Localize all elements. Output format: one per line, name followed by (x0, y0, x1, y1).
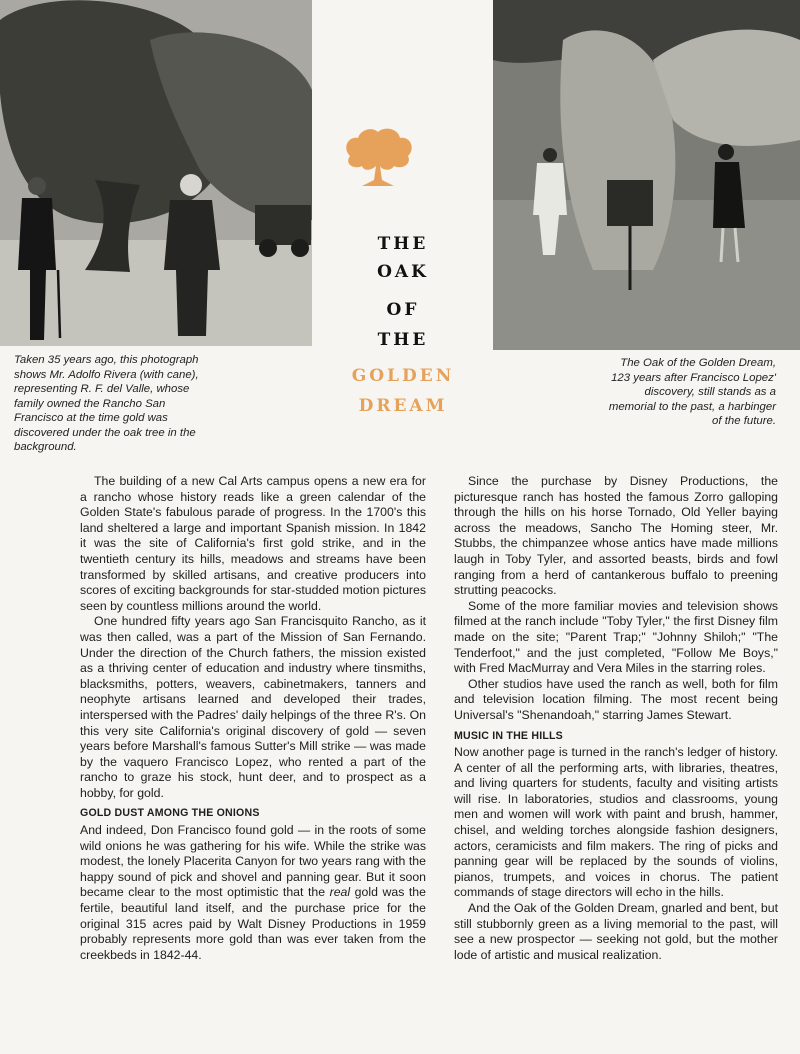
title-line-golden: GOLDEN (351, 366, 455, 386)
title-line-dream: DREAM (358, 396, 448, 416)
photo-left-historic-oak (0, 0, 312, 346)
photo-right-oak-today (493, 0, 800, 350)
section-heading: GOLD DUST AMONG THE ONIONS (80, 807, 260, 820)
photo-right-caption: The Oak of the Golden Dream, 123 years after Francisco Lopez' discovery, still stands as a memorial to the past, a harbinger of the future. (608, 357, 776, 427)
oak-tree-icon (342, 126, 414, 188)
title-line-the-2: THE (377, 330, 429, 350)
paragraph: Other studios have used the ranch as well, both for film and television location filming. The most recent being Universal's "Shenandoah," starring James Stewart. (454, 676, 778, 722)
paragraph: And the Oak of the Golden Dream, gnarled and bent, but still stubbornly green as a living memorial to the past, will see a new prospector — seeking not gold, but the mother lode of artistic and musical realization. (454, 901, 778, 962)
article-left-column (80, 474, 426, 963)
paragraph: The building of a new Cal Arts campus opens a new era for a rancho whose history reads like a green calendar of the Golden State's fabulous parade of progress. In the 1700's this land sheltered a large and important Spanish mission. In 1842 it was the site of California's first gold strike, and in the twentieth century its hills, meadows and streams have been transformed by skilled artisans, and creative producers into scores of exciting backgrounds for star-studded motion pictures seen by countless millions around the world. (80, 474, 426, 613)
paragraph: One hundred fifty years ago San Francisquito Rancho, as it was then called, was a part of the Mission of San Fernando. Under the direction of the Church fathers, the mission existed as a thriving center of education and industry where tinsmiths, blacksmiths, potters, weavers, cabinetmakers, tanners and neophyte artisans learned and developed their trades, interspersed with the Padres' daily helpings of the three R's. On this very site California's original discovery of gold — seven years before Marshall's famous Sutter's Mill strike — was made by the vaquero Francisco Lopez, who rented a part of the rancho to graze his stock, hunt deer, and to prospect as a hobby, for gold. (80, 614, 426, 800)
article-right-column (454, 474, 778, 963)
title-line-oak: OAK (377, 262, 429, 282)
paragraph: Since the purchase by Disney Productions, the picturesque ranch has hosted the famous Zorro galloping through the hills on his horse Tornado, Old Yeller baying across the meadows, Sancho The Homing steer, Mr. Stubbs, the chimpanzee whose antics have made millions laugh in Toby Tyler, and assorted beasts, birds and fowl ranging from a herd of cantankerous buffalo to preening strutting peacocks. (454, 474, 778, 598)
title-line-the: THE (377, 234, 429, 254)
paragraph: Now another page is turned in the ranch's ledger of history. A center of all the performing arts, with libraries, theatres, and living quarters for students, faculty and visiting artists will rise. In laboratories, studios and classrooms, young men and women will work with paint and brush, hammer, chisel, and welding torches alongside fashion designers, actors, ceramicists and film makers. The ring of picks and panning gear will be replaced by the sounds of violins, pianos, trumpets, and voices in chorus. The patient commands of stage directors will echo in the hills. (454, 745, 778, 900)
section-heading: MUSIC IN THE HILLS (454, 729, 563, 742)
paragraph: And indeed, Don Francisco found gold — in the roots of some wild onions he was gathering for his wife. While the strike was modest, the lonely Placerita Canyon for two years rang with the happy sound of pick and shovel and panning gear. But it soon became clear to the most optimistic that the real gold was the fertile, beautiful land itself, and the purchase price for the original 315 acres paid by Walt Disney Productions in 1959 probably represents more gold than was ever taken from the creekbeds in 1842-44. (80, 823, 426, 962)
title-line-of: OF (386, 300, 420, 320)
paragraph: Some of the more familiar movies and television shows filmed at the ranch include "Toby Tyler," the first Disney film made on the site; "Parent Trap;" "Johnny Shiloh;" "The Tenderfoot," and the just completed, "Follow Me Boys," with Fred MacMurray and Vera Miles in the starring roles. (454, 598, 778, 676)
photo-left-caption: Taken 35 years ago, this photograph shows Mr. Adolfo Rivera (with cane), representing R. F. del Valle, whose family owned the Rancho San Francisco at the time gold was discovered under the oak tree in the background. (14, 354, 199, 453)
